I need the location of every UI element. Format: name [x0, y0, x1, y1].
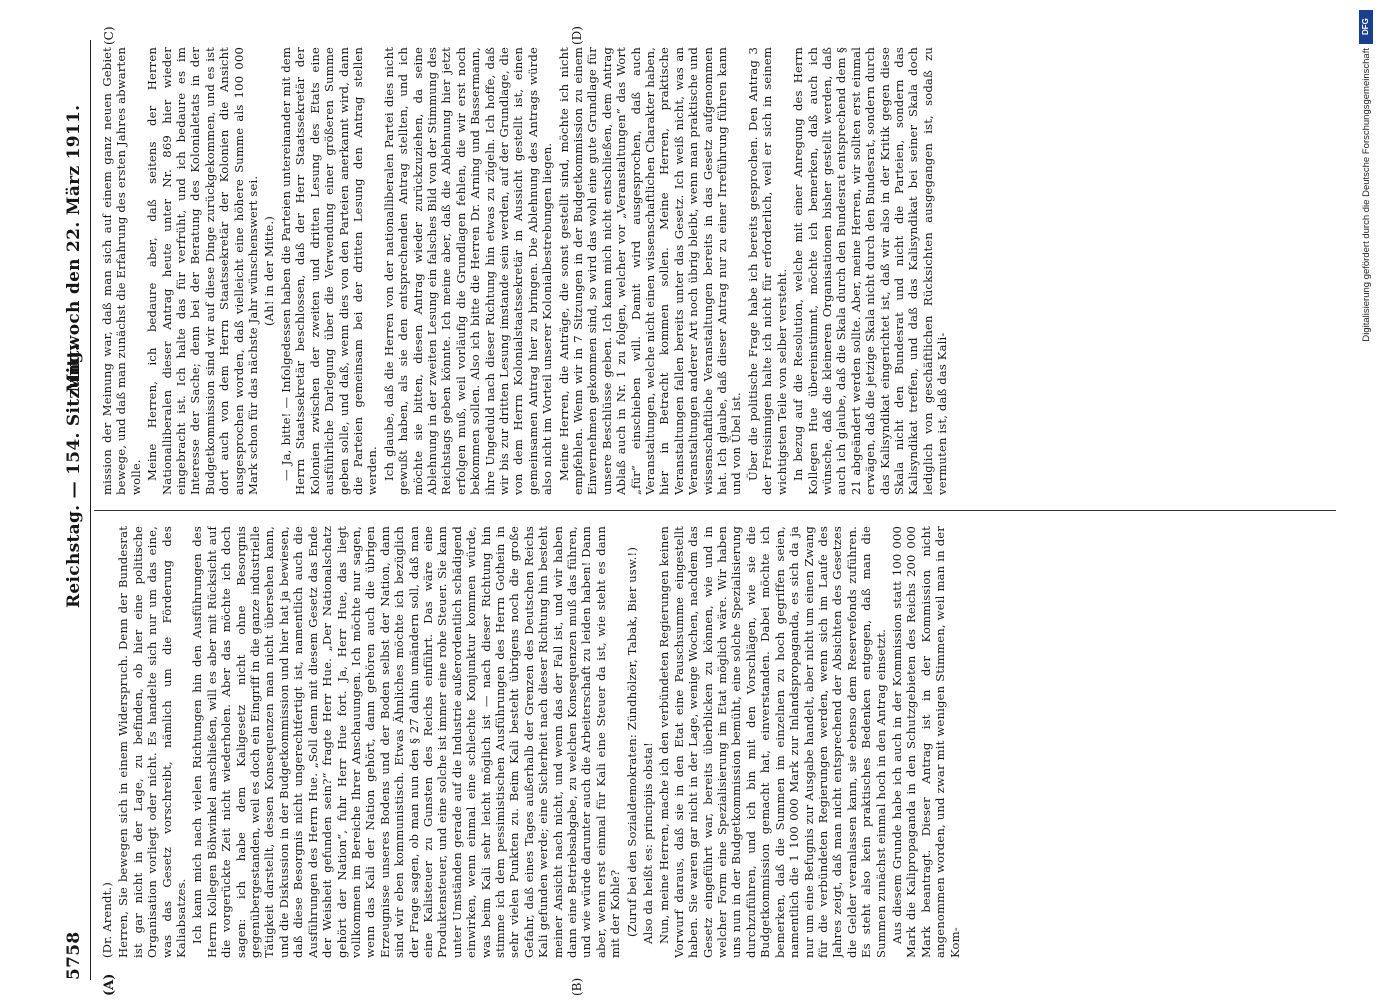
interjection: (Ah! in der Mitte.)	[262, 216, 277, 326]
session-title: Reichstag. — 154. Sitzung.	[64, 344, 84, 608]
margin-marker-d: (D)	[570, 26, 584, 45]
dfg-credit-text: Digitalisierung gefördert durch die Deutsche Forschungsgemeinschaft	[1361, 48, 1372, 342]
paragraph: mission der Meinung war, daß man sich auf einem ganz neuen Gebiet bewege, und daß man zunächst die Erfahrung des ersten Jahres abwarten wolle.	[100, 47, 143, 495]
paragraph: In bezug auf die Resolution, welche mit einer Anregung des Herrn Kollegen Hue übereinstimmt, möchte ich bemerken, daß auch ich wünsche, daß die kleineren Organisationen bisher gestellt werden, daß auch ich glaube, daß die Skala durch den Bundesrat entsprechend dem § 21 abgeändert werden sollte. Aber, meine Herren, wir sollten erst einmal erwägen, daß die jetzige Skala nicht durch den Bundesrat, sondern durch das Kalisyndikat eingerichtet ist, daß wir also in der Kritik gegen diese Skala nicht den Bundesrat und nicht die Parteien, sondern das Kalisyndikat treffen, und daß das Kalisyndikat bei seiner Skala doch lediglich von geschäftlichen Rücksichten ausgegangen ist, sodaß zu vermuten ist, daß das Kali-	[791, 47, 950, 495]
page-number: 5758	[64, 931, 84, 980]
paragraph: — Ja, bitte! — Infolgedessen haben die Parteien untereinander mit dem Herrn Staatssekretär beschlossen, daß der Herr Staatssekretär der Kolonien zwischen der zweiten und dritten Lesung des Etats eine ausführliche Darlegung über die Verwendung einer größeren Summe geben solle, und daß, wenn dies von den Parteien anerkannt wird, dann die Parteien gemeinsam bei der dritten Lesung den Antrag stellen werden.	[278, 47, 380, 495]
dfg-logo: DFG	[1359, 10, 1373, 44]
digitization-credit	[1361, 4, 1377, 996]
column-divider	[94, 510, 1336, 511]
margin-marker-a: (A)	[102, 973, 117, 996]
paragraph: Über die politische Frage habe ich bereits gesprochen. Den Antrag 3 der Freisinnigen halte ich nicht für erforderlich, weil er sich in seinem wichtigsten Teile von selber versteht.	[745, 47, 789, 495]
paragraph: Herren, Sie bewegen sich in einem Widerspruch. Denn der Bundesrat ist gar nicht in der Lage, zu befinden, ob hier eine politische Organisation vorliegt oder nicht. Es handelte sich nur um das eine, was das Gesetz vorschreibt, nämlich um die Förderung des Kaliabsatzes.	[116, 526, 189, 958]
margin-marker-b: (B)	[570, 977, 584, 996]
interjection: (Zuruf bei den Sozialdemokraten: Zündhölzer, Tabak, Bier usw.!)	[624, 546, 639, 938]
margin-marker-c: (C)	[102, 26, 116, 45]
paragraph: Ich kann mich nach vielen Richtungen hin den Ausführungen des Herrn Kollegen Böhwinkel anschließen, will es aber mit Rücksicht auf die vorgerückte Zeit nicht wiederholen. Aber das möchte ich doch sagen: ich habe dem Kaligesetz nicht ohne Besorgnis gegenübergestanden, weil es doch ein Eingriff in die ganze industrielle Tätigkeit darstellt, dessen Konsequenzen man nicht übersehen kann, und die Diskussion in der Budgetkommission und hier hat ja bewiesen, daß diese Besorgnis nicht ungerechtfertigt ist, namentlich auch die Ausführungen des Herrn Hue. „Soll denn mit diesem Gesetz das Ende der Weisheit gefunden sein?“ fragte Herr Hue. „Der Nationalschatz gehört der Nation“, fuhr Herr Hue fort. Ja, Herr Hue, das liegt vollkommen im Bereiche Ihrer Anschauungen. Ich möchte nur sagen, wenn das Kali der Nation gehört, dann gehören auch die übrigen Erzeugnisse unseres Bodens und der Boden selbst der Nation, dann sind wir eben kommunistisch. Etwas Ähnliches möchte ich bezüglich der Frage sagen, ob man nun den § 27 dahin umändern soll, daß man eine Kalisteuer zu Gunsten des Reichs einführt. Das wäre eine Produktensteuer, und eine solche ist immer eine rohe Steuer. Sie kann unter Umständen gerade auf die Industrie außerordentlich schädigend einwirken, wenn einmal eine schlechte Konjunktur kommen würde, was beim Kali sehr leicht möglich ist — nach dieser Richtung hin stimme ich dem pessimistischen Ausführungen des Herrn Gothein in sehr vielen Punkten zu. Beim Kali besteht übrigens noch die große Gefahr, daß eines Tages außerhalb der Grenzen des Deutschen Reichs Kali gefunden werde; eine Sicherheit nach dieser Richtung hin besteht meiner Ansicht nach nicht, und wenn das der Fall ist, und wir haben dann eine Betriebsabgabe, zu welchen Konsequenzen muß das führen, und wie würde darunter auch die Arbeiterschaft zu leiden haben! Dann aber, wenn erst einmal für Kali eine Steuer da ist, wie steht es dann mit der Kohle?	[190, 526, 623, 958]
speaker-label: (Dr. Arendt.)	[100, 882, 114, 958]
paragraph: Aus diesem Grunde habe ich auch in der Kommission statt 100 000 Mark die Kalipropaganda in den Schutzgebieten des Reichs 200 000 Mark beantragt. Dieser Antrag ist in der Kommission nicht angenommen worden, und zwar mit wenigen Stimmen, weil man in der Kom-	[889, 526, 962, 958]
paragraph: Meine Herren, die Anträge, die sonst gestellt sind, möchte ich nicht empfehlen. Wenn wir in 7 Sitzungen in der Budgetkommission zu einem Einvernehmen gekommen sind, so wird das wohl eine gute Grundlage für unsere Beschlüsse geben. Ich kann mich nicht entschließen, dem Antrag Ablaß auch in Nr. 1 zu folgen, welcher vor „Veranstaltungen“ das Wort „für“ einschieben will. Damit wird ausgesprochen, daß auch Veranstaltungen, welche nicht einen wissenschaftlichen Charakter haben, hier in Betracht kommen sollen. Meine Herren, praktische Veranstaltungen fallen bereits unter das Gesetz. Ich weiß nicht, was an Veranstaltungen anderer Art noch übrig bleibt, wenn man praktische und wissenschaftliche Veranstaltungen bereits in das Gesetz aufgenommen hat. Ich glaube, daß dieser Antrag nur zu einer Irreführung führen kann und von Übel ist.	[556, 47, 744, 495]
session-date: Mittwoch den 22. März 1911.	[64, 104, 84, 393]
header-rule	[90, 40, 91, 980]
paragraph: Nun, meine Herren, mache ich den verbündeten Regierungen keinen Vorwurf daraus, daß sie in den Etat eine Pauschsumme eingestellt haben. Sie waren gar nicht in der Lage, wenige Wochen, nachdem das Gesetz eingeführt war, bereits überblicken zu können, wie und in welcher Form eine Spezialisierung im Etat möglich wäre. Wir haben uns nun in der Budgetkommission bemüht, eine solche Spezialisierung durchzuführen, und ich bin mit den Vorschlägen, wie sie die Budgetkommission gemacht hat, einverstanden. Dabei möchte ich bemerken, daß die Summen im einzelnen zu hoch gegriffen seien, namentlich die 1 100 000 Mark zur Inlandspropaganda, es sich da ja nur um eine Befugnis zur Ausgabe handelt, aber nicht um einen Zwang für die verbündeten Regierungen werden, wenn sich im Laufe des Jahres zeigt, daß man nicht entsprechend der Absichten des Gesetzes die Gelder veranlassen kann, sie ebenso dem Reservefonds zuführen. Es steht also kein praktisches Bedenken entgegen, daß man die Summen zunächst einmal hoch in den Antrag einsetzt.	[657, 526, 888, 958]
left-column	[100, 526, 1334, 958]
paragraph: Ich glaube, daß die Herren von der nationalliberalen Partei dies nicht gewußt haben, als sie den entsprechenden Antrag stellten, und ich möchte sie bitten, diesen Antrag wieder zurückzuziehen, da seine Ablehnung in der zweiten Lesung ein falsches Bild von der Stimmung des Reichstags geben könnte. Ich meine aber, daß die Ablehnung hier jetzt erfolgen muß, weil vorläufig die Grundlagen fehlen, die wir erst noch bekommen sollen. Also ich bitte die Herren Dr. Arning und Bassermann, ihre Ungeduld nach dieser Richtung hin etwas zu zügeln. Ich hoffe, daß wir bis zur dritten Lesung imstande sein werden, auf der Grundlage, die von dem Herrn Kolonialstaatssekretär in Aussicht gestellt ist, einen gemeinsamen Antrag hier zu bringen. Die Ablehnung des Antrags würde also nicht im Vorteil unserer Kolonialbestrebungen liegen.	[381, 47, 555, 495]
paragraph: Also da heißt es: principiis obsta!	[641, 742, 656, 944]
paragraph: Meine Herren, ich bedaure aber, daß seitens der Herren Nationalliberalen dieser Antrag heute unter Nr. 869 hier wieder eingebracht ist. Ich halte das für verfrüht, und ich bedaure es im Interesse der Sache; denn bei der Beratung des Kolonialetats in der Budgetkommission sind wir auf diese Dinge zurückgekommen, und es ist dort auch von dem Herrn Staatssekretär der Kolonien die Ansicht ausgesprochen worden, daß vielleicht eine höhere Summe als 100 000 Mark schon für das nächste Jahr wünschenswert sei.	[145, 47, 261, 495]
right-column	[100, 47, 1334, 495]
rotated-page	[50, 20, 1340, 1000]
